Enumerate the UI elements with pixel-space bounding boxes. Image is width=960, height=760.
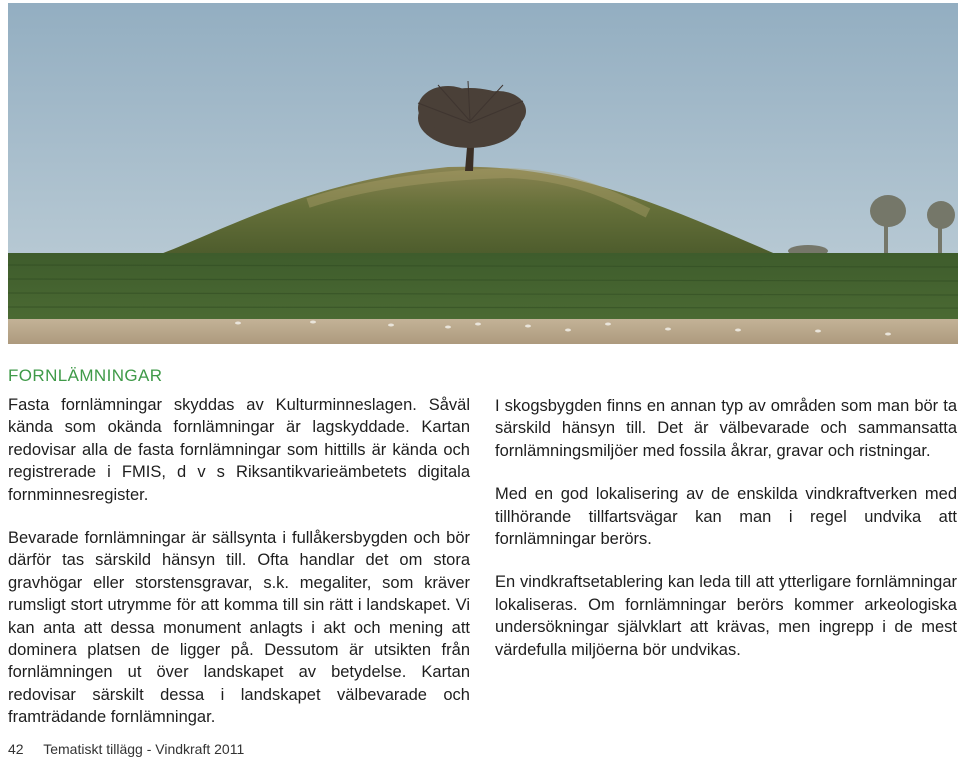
paragraph: En vindkraftsetablering kan leda till att ytterligare fornlämningar lokaliseras. Om fornlämningar berörs kommer arkeologiska undersökningar självklart att krävas, men ingrepp i de mest värdefulla miljöerna bör undvikas.	[495, 573, 957, 659]
paragraph: Bevarade fornlämningar är sällsynta i fullåkersbygden och bör därför tas särskild hänsyn till. Ofta handlar det om stora gravhögar eller storstensgravar, s.k. megaliter, som kräver rumsligt stort utrymme för att komma till sin rätt i landskapet. Vi kan anta att dessa monument anlagts i akt och mening att dominera platsen de ligger på. Dessutom är utsikten från fornlämningen ut över landskapet av betydelse. Kartan redovisar särskilt dessa i landskapet välbevarade och framträdande fornlämningar.	[8, 529, 470, 727]
paragraph: I skogsbygden finns en annan typ av områden som man bör ta särskild hänsyn till. Det är välbevarade och sammansatta fornlämningsmiljöer med fossila åkrar, gravar och ristningar.	[495, 397, 957, 460]
footer-title: Tematiskt tillägg - Vindkraft 2011	[43, 741, 245, 757]
paragraph: Fasta fornlämningar skyddas av Kulturminneslagen. Såväl kända som okända fornlämningar är lagskyddade. Kartan redovisar alla de fasta fornlämningar som hittills är kända och registrerade i FMIS, d v s Riksantikvarieämbetets digitala fornminnesregister.	[8, 396, 470, 504]
left-column	[8, 394, 470, 750]
page-footer	[8, 741, 244, 757]
right-column	[495, 395, 957, 682]
landscape-photo	[8, 3, 958, 344]
section-heading: FORNLÄMNINGAR	[8, 366, 163, 385]
page-number: 42	[8, 741, 24, 757]
crop-field	[8, 253, 958, 321]
paragraph: Med en god lokalisering av de enskilda vindkraftverken med tillhörande tillfartsvägar kan man i regel undvika att fornlämningar berörs.	[495, 485, 957, 549]
